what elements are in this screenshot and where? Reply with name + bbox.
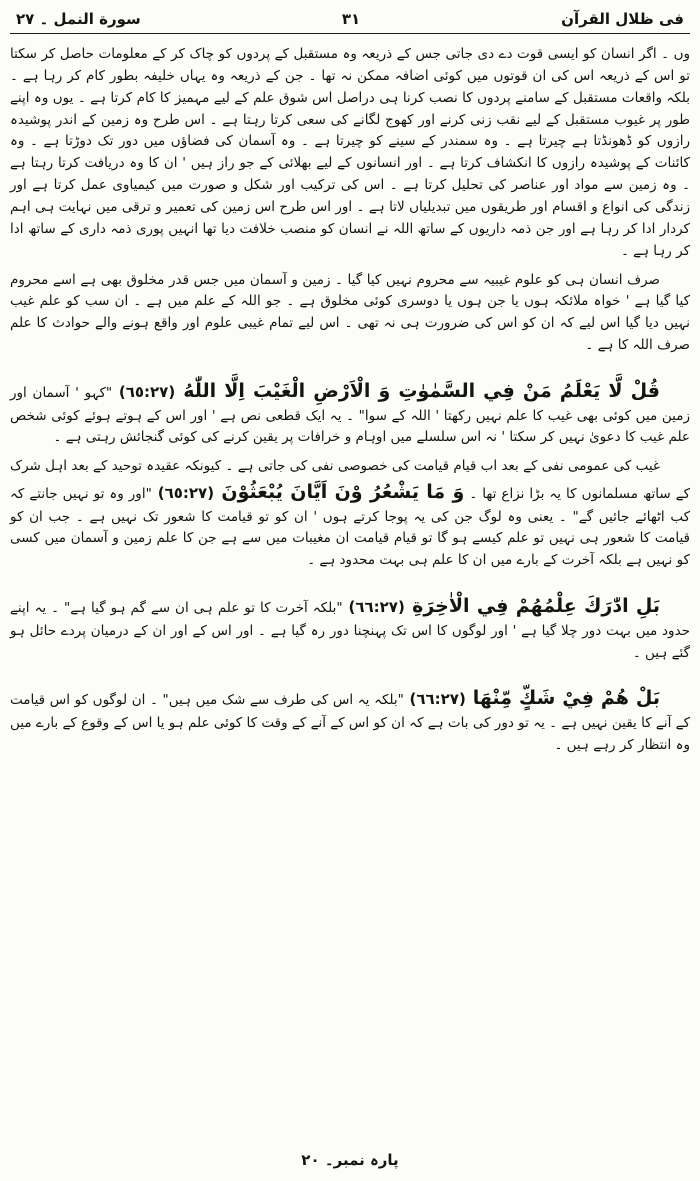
verse-reference: (٦٥:٢٧) bbox=[112, 383, 176, 402]
commentary-text: "کہو ' آسمان اور زمین میں کوئی بھی غیب کا علم نہیں رکھتا ' اللہ کے سوا" ۔ یہ ایک قطعی نص ہے ' اور اس کے ہوتے ہوئے کوئی شخص علم غیب کا دعویٰ نہیں کر سکتا ' نہ اس سلسلے میں اوہام و خرافات پر یقین کرنے کی کوئی گنجائش رہتی ہے ۔ bbox=[10, 385, 690, 446]
page-footer bbox=[0, 1151, 700, 1169]
paragraph bbox=[10, 270, 690, 357]
paragraph bbox=[10, 456, 690, 572]
paragraph bbox=[10, 377, 690, 449]
commentary-text: "اور وہ تو نہیں جانتے کہ کب اٹھائے جائیں گے" ۔ یعنی وہ لوگ جن کی یہ پوجا کرتے ہوں ' ان کو تو قیامت کا شعور تک نہیں ہے ۔ جب ان کو قیامت کا شعور ہی نہیں تو علم کیسے ہو گا تو قیام قیامت ان مغیبات میں سے ہے جن کا علم زمین و آسمان میں کسی کو نہیں ہے بلکہ آخرت کے بارے میں ان کا علم ہی بہت محدود ہے ۔ bbox=[10, 486, 690, 569]
verse-reference: (٦٦:٢٧) bbox=[342, 598, 405, 617]
commentary-text: صرف انسان ہی کو علوم غیبیہ سے محروم نہیں کیا گیا ۔ زمین و آسمان میں جس قدر مخلوق بھی ہے اسے محروم کیا گیا ہے ' خواہ ملائکہ ہوں یا جن ہوں یا دوسری کوئی مخلوق ہے ۔ جو اللہ کے علم میں ہے ۔ ان سب کو علم غیب نہیں دیا گیا اس لیے کہ ان کو اس کی ضرورت ہی نہ تھی ۔ اس لیے تمام غیبی علوم اور واقع ہونے والے حوادث کا علم صرف اللہ کا ہے ۔ bbox=[10, 271, 690, 354]
header-divider bbox=[10, 33, 690, 34]
header-page-number: ۳۱ bbox=[341, 10, 361, 28]
commentary-text: "بلکہ یہ اس کی طرف سے شک میں ہیں" ۔ ان لوگوں کو اس قیامت کے آنے کا یقین نہیں ہے ۔ یہ تو دور کی بات ہے کہ ان کو اس کے آنے کے وقت کا کوئی علم ہو یا اس کے وقوع کے بارے میں وہ انتظار کر رہے ہیں ۔ bbox=[10, 692, 690, 753]
commentary-text: وں ۔ اگر انسان کو ایسی قوت دے دی جاتی جس کے ذریعہ وہ مستقبل کے پردوں کو چاک کر کے معلومات حاصل کر سکتا تو اس کے ذریعہ اس کی ان قوتوں میں کوئی اضافہ ممکن نہ تھا ۔ جن کے ذریعہ وہ یہاں خلیفہ بطور کام کر رہا ہے ۔ بلکہ واقعات مستقبل کے سامنے پردوں کا نصب کرنا ہی دراصل اس شوق علم کے لیے مہمیز کا کام کرتا ہے ۔ یوں وہ اپنے طور پر غیوب مستقبل کے لیے نقب زنی کرنے اور کھوج لگانے کی سعی کرتا رہتا ہے ۔ اس طرح وہ زمین کے اندر پوشیدہ رازوں کو ڈھونڈتا ہے چیرتا ہے ۔ وہ سمندر کے سینے کو چیرتا ہے ۔ وہ آسمان کی فضاؤں میں دور تک دوڑتا ہے ۔ وہ کائنات کے پوشیدہ رازوں کا انکشاف کرتا ہے ۔ اور انسانوں کے لیے بھلائی کے جو راز ہیں ' ان کا وہ دریافت کرتا رہتا ہے ۔ وہ زمین سے مواد اور عناصر کی تحلیل کرتا ہے ۔ اس کی ترکیب اور شکل و صورت میں کیمیاوی عمل کرتا ہے اور زندگی کی انواع و اقسام اور طریقوں میں تبدیلیاں لاتا ہے ۔ اور اس طرح اس زمین کی تعمیر و ترقی میں نہایت ہی اہم کردار ادا کر رہا ہے اور جن ذمہ داریوں کے ساتھ اللہ نے انسان کو منصب خلافت دیا تھا انہیں پوری ذمہ داری کے ساتھ ادا کر رہا ہے ۔ bbox=[10, 46, 690, 259]
commentary-text: "بلکہ آخرت کا تو علم ہی ان سے گم ہو گیا ہے" ۔ یہ اپنے حدود میں بہت دور چلا گیا ہے ' اور لوگوں کا اس تک پہنچنا دور رہ گیا ہے ۔ اور اس کے اور ان کے درمیان پردے حائل ہو گئے ہیں ۔ bbox=[10, 600, 690, 661]
commentary-text: غیب کی عمومی نفی کے بعد اب قیام قیامت کی خصوصی نفی کی جاتی ہے ۔ کیونکہ عقیدہ توحید کے بعد اہل شرک کے ساتھ مسلمانوں کا یہ بڑا نزاع تھا ۔ bbox=[10, 458, 690, 503]
paragraph bbox=[10, 592, 690, 664]
quran-verse-text: وَ مَا يَشْعُرُ وْنَ اَيَّانَ يُبْعَثُوْنَ bbox=[214, 481, 465, 504]
body-text bbox=[10, 44, 690, 757]
page-header bbox=[10, 8, 690, 28]
verse-reference: (٦٦:٢٧) bbox=[403, 690, 466, 709]
paragraph bbox=[10, 44, 690, 263]
paragraph bbox=[10, 684, 690, 756]
header-surah-reference: سورة النمل ۔ ۲۷ bbox=[16, 10, 141, 28]
verse-reference: (٦٥:٢٧) bbox=[151, 484, 215, 503]
quran-verse-text: قُلْ لَّا يَعْلَمُ مَنْ فِي السَّمٰوٰتِ وَ الْاَرْضِ الْغَيْبَ اِلَّا اللّٰهُ bbox=[175, 380, 661, 403]
quran-verse-text: بَلِ ادّٰرَكَ عِلْمُهُمْ فِي الْاٰخِرَةِ bbox=[404, 595, 661, 618]
quran-verse-text: بَلْ هُمْ فِيْ شَكٍّ مِّنْهَا bbox=[465, 687, 660, 710]
header-book-title: فی ظلال القرآن bbox=[561, 10, 684, 28]
footer-para-number: پارہ نمبر۔ ۲۰ bbox=[301, 1151, 399, 1169]
